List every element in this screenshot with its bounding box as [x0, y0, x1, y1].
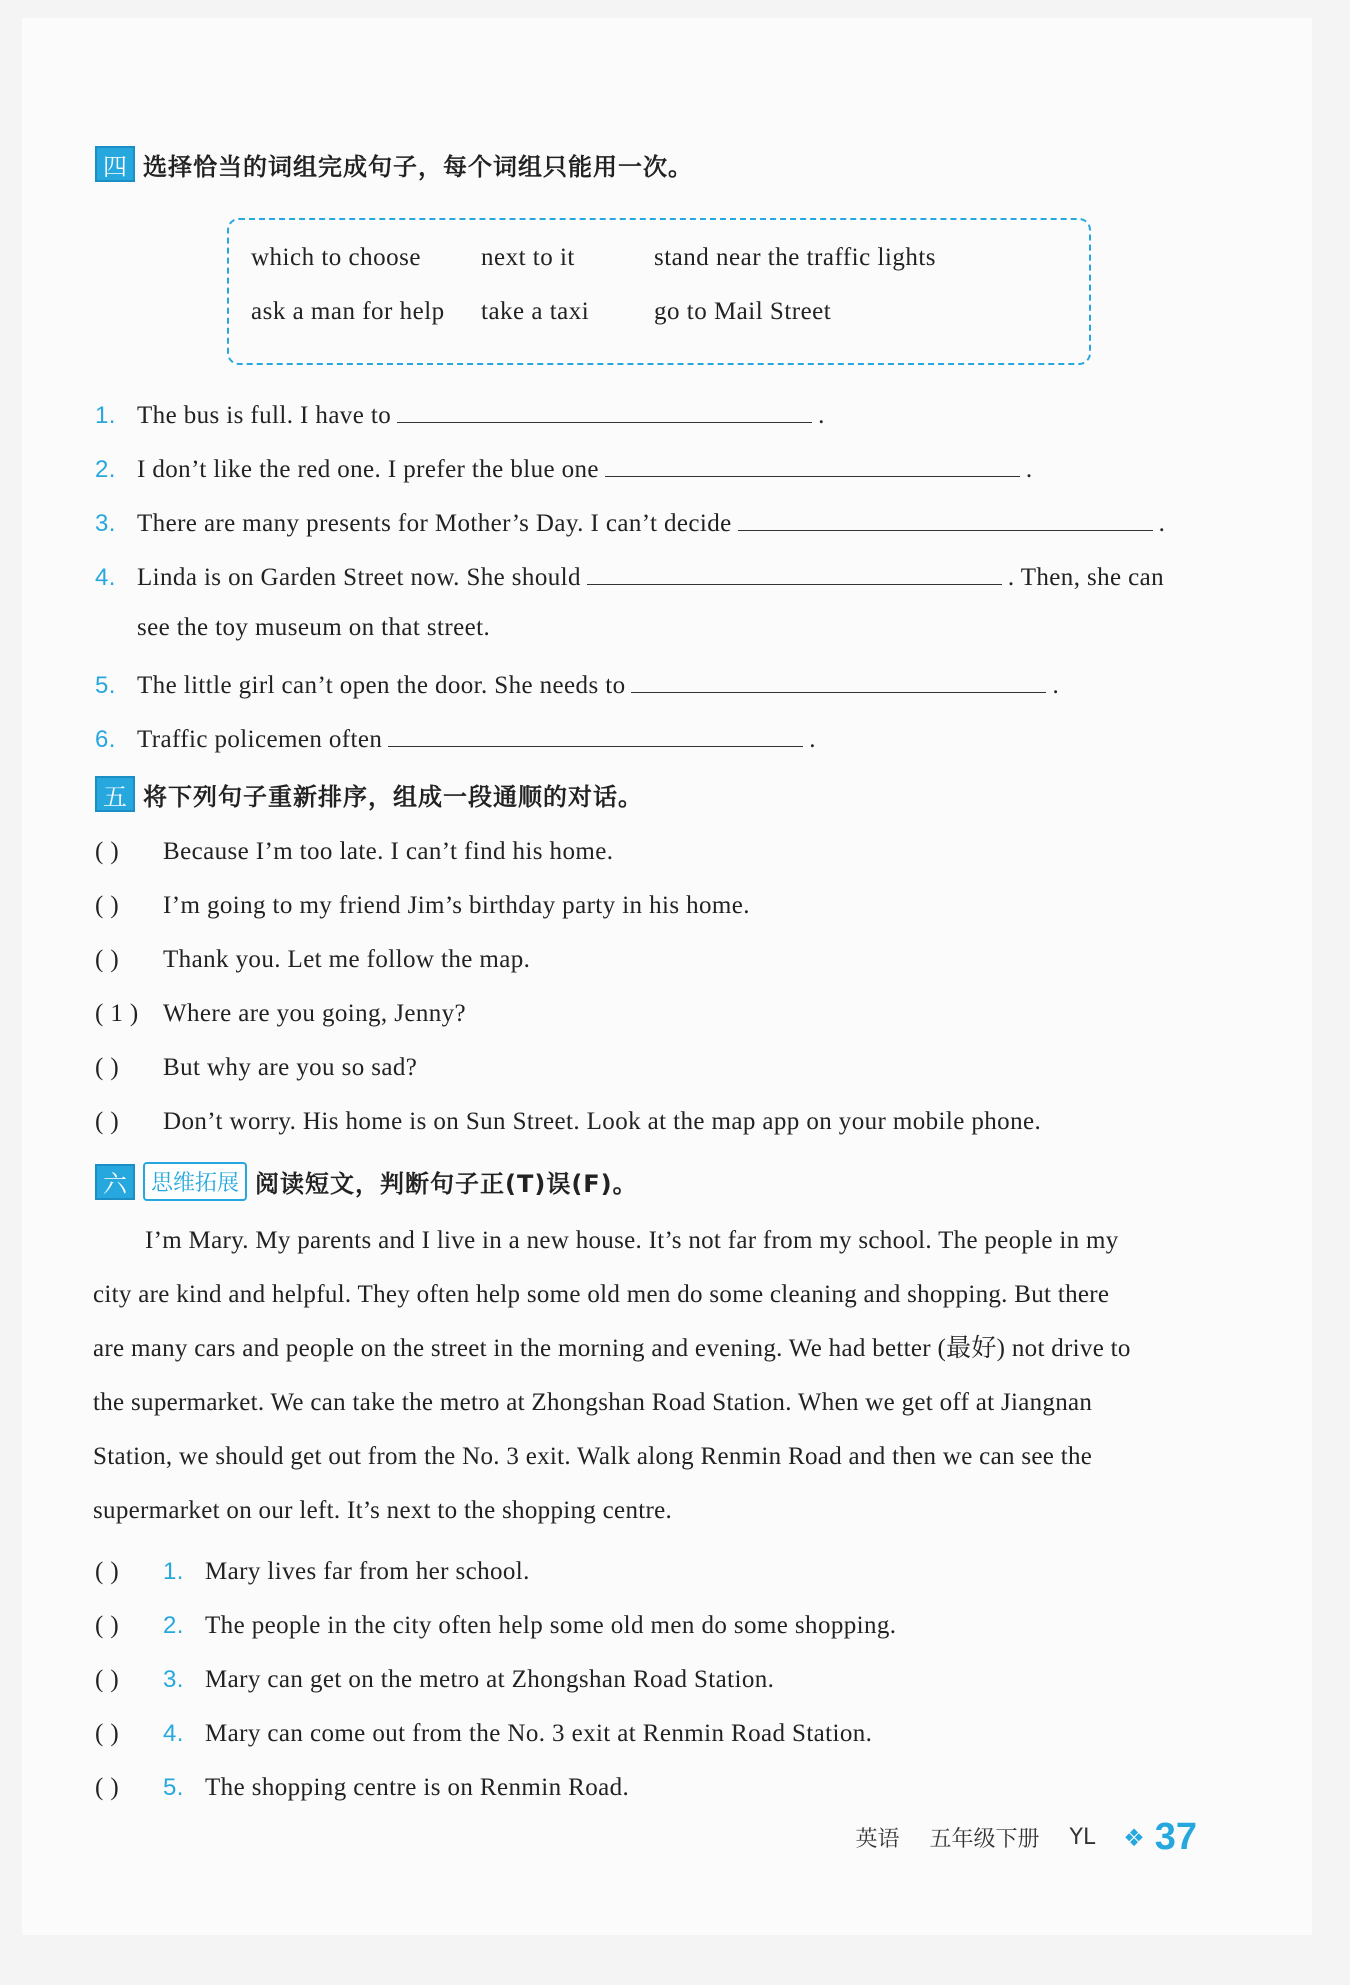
passage-line: I’m Mary. My parents and I live in a new house. It’s not far from my school. The people in my: [145, 1227, 1119, 1254]
section-4-number: 四: [95, 146, 135, 182]
question-end: .: [1052, 672, 1060, 699]
section-6-tag: 思维拓展: [143, 1162, 247, 1201]
question-6: [95, 722, 816, 754]
question-number: 3.: [95, 510, 116, 537]
section-6-header: [95, 1162, 638, 1201]
order-answer-box[interactable]: ( ): [95, 892, 120, 919]
tf-answer-box[interactable]: ( ): [95, 1612, 120, 1639]
answer-blank[interactable]: [587, 560, 1002, 585]
dialogue-item: [95, 1108, 1041, 1136]
tf-answer-box[interactable]: ( ): [95, 1774, 120, 1801]
dialogue-text: Thank you. Let me follow the map.: [163, 946, 531, 973]
statement-text: Mary can come out from the No. 3 exit at Renmin Road Station.: [205, 1720, 873, 1747]
word-option: next to it: [481, 244, 575, 271]
judgement-item: [95, 1774, 629, 1802]
word-option: take a taxi: [481, 298, 590, 325]
item-number: 1.: [163, 1558, 184, 1585]
dialogue-item: [95, 1054, 417, 1082]
dialogue-item: [95, 1000, 466, 1028]
question-4-continued: see the toy museum on that street.: [137, 614, 491, 641]
answer-blank[interactable]: [388, 722, 803, 747]
question-end: .: [818, 402, 825, 429]
footer-edition: YL: [1069, 1825, 1096, 1850]
statement-text: The shopping centre is on Renmin Road.: [205, 1774, 630, 1801]
diamond-icon: ❖: [1123, 1823, 1145, 1852]
question-end: .: [1158, 510, 1166, 537]
order-answer-box[interactable]: ( ): [95, 1108, 120, 1135]
order-answer-box[interactable]: ( ): [95, 1054, 120, 1081]
section-6-number: 六: [95, 1164, 135, 1200]
question-5: [95, 668, 1059, 700]
answer-blank[interactable]: [605, 452, 1020, 477]
word-bank: [227, 218, 1091, 365]
dialogue-item: [95, 946, 530, 974]
judgement-item: [95, 1558, 530, 1586]
question-text: I don’t like the red one. I prefer the blue one: [137, 456, 599, 483]
section-5-number: 五: [95, 776, 135, 812]
word-option: ask a man for help: [251, 298, 445, 325]
tf-answer-box[interactable]: ( ): [95, 1558, 120, 1585]
passage-line: city are kind and helpful. They often help some old men do some cleaning and shopping. But there: [93, 1281, 1110, 1308]
section-4-header: [95, 146, 693, 182]
question-2: [95, 452, 1033, 484]
statement-text: The people in the city often help some old men do some shopping.: [205, 1612, 897, 1639]
passage-line: Station, we should get out from the No. 3 exit. Walk along Renmin Road and then we can see the: [93, 1443, 1093, 1470]
section-4-title: 选择恰当的词组完成句子，每个词组只能用一次。: [143, 152, 693, 181]
question-text: The bus is full. I have to: [137, 402, 392, 429]
item-number: 5.: [163, 1774, 184, 1801]
worksheet-page: [22, 18, 1312, 1935]
dialogue-text: Where are you going, Jenny?: [163, 1000, 467, 1027]
tf-answer-box[interactable]: ( ): [95, 1666, 120, 1693]
question-text: Linda is on Garden Street now. She should: [137, 564, 581, 591]
dialogue-text: But why are you so sad?: [163, 1054, 418, 1081]
dialogue-item: [95, 892, 750, 920]
word-option: go to Mail Street: [654, 298, 832, 325]
section-5-header: [95, 776, 643, 812]
question-number: 1.: [95, 402, 116, 429]
footer-subject: 英语: [855, 1827, 900, 1852]
section-5-title: 将下列句子重新排序，组成一段通顺的对话。: [143, 782, 643, 811]
question-end: .: [809, 726, 816, 753]
question-end: .: [1025, 456, 1033, 483]
dialogue-text: I’m going to my friend Jim’s birthday party in his home.: [163, 892, 750, 919]
word-option: stand near the traffic lights: [654, 244, 937, 271]
question-text: Traffic policemen often: [137, 726, 383, 753]
page-footer: [855, 1816, 1197, 1859]
page-number: 37: [1154, 1816, 1197, 1858]
order-answer-box[interactable]: ( ): [95, 946, 120, 973]
answer-blank[interactable]: [738, 506, 1153, 531]
order-answer-box[interactable]: ( ): [95, 838, 120, 865]
footer-grade: 五年级下册: [929, 1827, 1040, 1852]
passage-line: are many cars and people on the street in the morning and evening. We had better (最好) not drive to: [93, 1335, 1131, 1362]
question-number: 2.: [95, 456, 116, 483]
dialogue-text: Because I’m too late. I can’t find his home.: [163, 838, 614, 865]
passage-line: the supermarket. We can take the metro at Zhongshan Road Station. When we get off at Jiangnan: [93, 1389, 1093, 1416]
passage-line: supermarket on our left. It’s next to the shopping centre.: [93, 1497, 673, 1524]
question-end: . Then, she can: [1007, 564, 1165, 591]
answer-blank[interactable]: [631, 668, 1046, 693]
statement-text: Mary can get on the metro at Zhongshan Road Station.: [205, 1666, 775, 1693]
order-answer-box[interactable]: ( 1 ): [95, 1000, 139, 1027]
question-3: [95, 506, 1165, 538]
question-text: The little girl can’t open the door. She needs to: [137, 672, 626, 699]
reading-passage: [93, 1214, 1239, 1538]
dialogue-item: [95, 838, 613, 866]
question-number: 5.: [95, 672, 116, 699]
judgement-item: [95, 1720, 872, 1748]
section-6-title: 阅读短文，判断句子正(T)误(F)。: [255, 1170, 638, 1198]
item-number: 3.: [163, 1666, 184, 1693]
word-option: which to choose: [251, 244, 421, 271]
item-number: 2.: [163, 1612, 184, 1639]
answer-blank[interactable]: [397, 398, 812, 423]
question-text: There are many presents for Mother’s Day. I can’t decide: [137, 510, 732, 537]
item-number: 4.: [163, 1720, 184, 1747]
dialogue-text: Don’t worry. His home is on Sun Street. Look at the map app on your mobile phone.: [163, 1108, 1042, 1135]
judgement-item: [95, 1666, 774, 1694]
question-1: [95, 398, 825, 430]
question-number: 6.: [95, 726, 116, 753]
statement-text: Mary lives far from her school.: [205, 1558, 530, 1585]
question-number: 4.: [95, 564, 116, 591]
question-4: [95, 560, 1164, 592]
tf-answer-box[interactable]: ( ): [95, 1720, 120, 1747]
judgement-item: [95, 1612, 896, 1640]
